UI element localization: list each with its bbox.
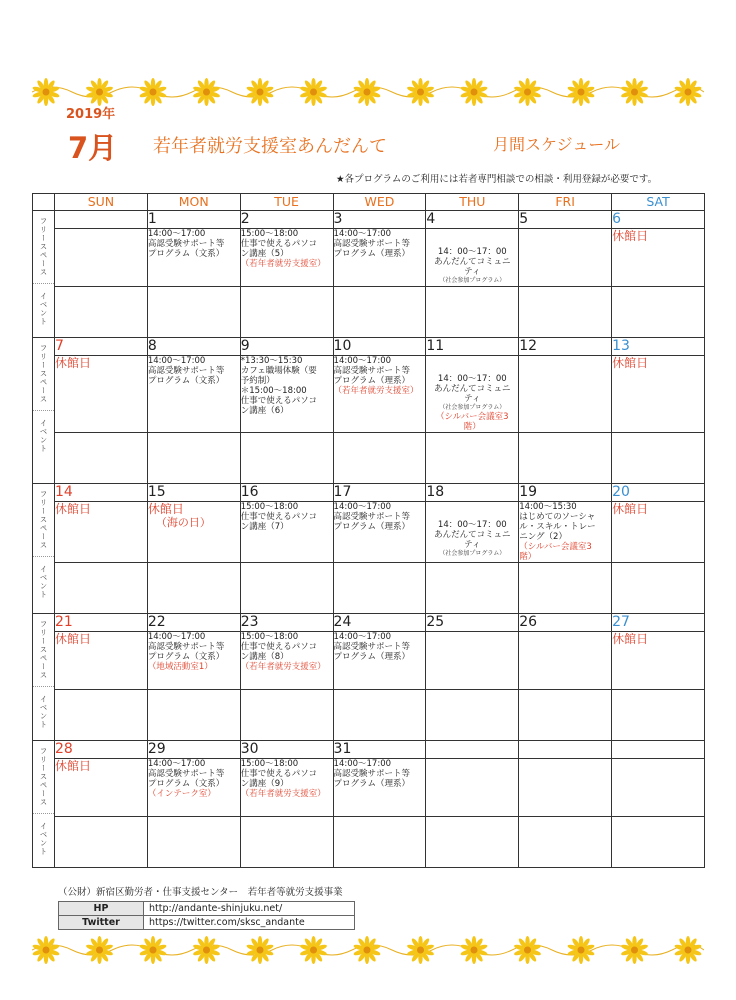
flower-icon: [353, 78, 381, 106]
flower-icon: [300, 78, 328, 106]
date-cell: 7: [55, 338, 148, 356]
free-space-cell: [612, 229, 705, 287]
event-label: イベント: [39, 419, 48, 453]
week-1-free-row: [33, 229, 705, 287]
year-label: 2019年: [66, 107, 116, 122]
event-cell: [240, 287, 333, 338]
free-space-cell: [519, 356, 612, 433]
date-cell: 24: [333, 614, 426, 632]
flower-icon: [193, 78, 221, 106]
event-cell: [240, 563, 333, 614]
event-cell: [333, 433, 426, 484]
event-cell: [147, 817, 240, 868]
date-cell: 16: [240, 484, 333, 502]
date-cell: 6: [612, 211, 705, 229]
date-cell: [612, 741, 705, 759]
free-space-cell: [426, 502, 519, 563]
event-cell: [519, 690, 612, 741]
flower-icon: [514, 78, 542, 106]
free-space-cell: [426, 229, 519, 287]
date-cell: 2: [240, 211, 333, 229]
closed-label: 休館日: [55, 632, 92, 646]
program-text: 14：00～17：00 あんだんてコミュニ ティ: [434, 374, 511, 404]
event-cell: [55, 287, 148, 338]
program-location: （若年者就労支援室）: [333, 386, 419, 396]
date-cell: [55, 211, 148, 229]
date-cell: 18: [426, 484, 519, 502]
program-location: （若年者就労支援室）: [240, 662, 326, 672]
week-3-event-row: [33, 563, 705, 614]
event-label: イベント: [39, 565, 48, 599]
program-location: （インテーク室）: [147, 789, 216, 799]
flower-icon: [139, 936, 167, 964]
program-location: （若年者就労支援室）: [240, 259, 326, 269]
event-cell: [333, 817, 426, 868]
flower-icon: [674, 78, 702, 106]
link-row-twitter: [59, 916, 355, 930]
date-cell: 19: [519, 484, 612, 502]
free-space-cell: [147, 356, 240, 433]
program-location: （若年者就労支援室）: [240, 789, 326, 799]
free-space-cell: [147, 759, 240, 817]
event-cell: [55, 433, 148, 484]
free-space-cell: [612, 502, 705, 563]
program-location: （シルバー会議室3 階）: [435, 412, 509, 432]
date-cell: [426, 741, 519, 759]
hp-label: HP: [59, 902, 144, 916]
weekday-header-tue: TUE: [240, 194, 333, 211]
top-flower-border: [32, 78, 704, 106]
free-space-cell: [519, 229, 612, 287]
event-cell: [240, 433, 333, 484]
week-1-event-row: [33, 287, 705, 338]
flower-icon: [460, 936, 488, 964]
event-cell: [426, 817, 519, 868]
program-text: 14：00～17：00 あんだんてコミュニ ティ: [434, 247, 511, 277]
event-cell: [55, 690, 148, 741]
weekday-header-sun: SUN: [55, 194, 148, 211]
links-table: [58, 901, 355, 930]
date-cell: 27: [612, 614, 705, 632]
date-cell: 25: [426, 614, 519, 632]
week-5-date-row: [33, 741, 705, 759]
flower-icon: [86, 936, 114, 964]
event-cell: [333, 690, 426, 741]
flower-icon: [300, 936, 328, 964]
week-2-free-row: [33, 356, 705, 433]
week-3-date-row: [33, 484, 705, 502]
flower-icon: [139, 78, 167, 106]
program-text: 14:00～17:00 高認受験サポート等 プログラム（理系）: [333, 502, 411, 532]
event-cell: [519, 287, 612, 338]
link-row-hp: [59, 902, 355, 916]
flower-icon: [621, 78, 649, 106]
date-cell: 21: [55, 614, 148, 632]
calendar-table: [32, 193, 705, 868]
week-1-date-row: [33, 211, 705, 229]
event-cell: [333, 287, 426, 338]
week-5-free-row: [33, 759, 705, 817]
flower-icon: [567, 936, 595, 964]
page-subtitle: 月間スケジュール: [493, 135, 621, 154]
free-space-cell: [519, 759, 612, 817]
date-cell: 11: [426, 338, 519, 356]
page-title: 若年者就労支援室あんだんて: [153, 136, 387, 157]
organization-name: （公財）新宿区勤労者・仕事支援センター 若年者等就労支援事業: [58, 887, 343, 898]
event-cell: [612, 563, 705, 614]
corner-cell: [33, 194, 55, 211]
weekday-header-thu: THU: [426, 194, 519, 211]
closed-label: 休館日: [612, 356, 649, 370]
twitter-label: Twitter: [59, 916, 144, 930]
free-space-cell: [333, 502, 426, 563]
date-cell: 4: [426, 211, 519, 229]
date-cell: [519, 741, 612, 759]
program-text: *13:30～15:30 カフェ職場体験（要 予約制） ＊15:00～18:00 仕事で使えるパソコ ン講座（6）: [240, 356, 318, 416]
free-space-cell: [333, 229, 426, 287]
free-space-cell: [519, 632, 612, 690]
closed-label: 休館日: [612, 229, 649, 243]
week-side-label: [33, 484, 55, 614]
flower-icon: [353, 936, 381, 964]
date-cell: 28: [55, 741, 148, 759]
flower-icon: [407, 78, 435, 106]
flower-icon: [407, 936, 435, 964]
free-space-cell: [612, 759, 705, 817]
date-cell: 10: [333, 338, 426, 356]
weekday-header-sat: SAT: [612, 194, 705, 211]
program-location: （地域活動室1）: [147, 662, 213, 672]
date-cell: 31: [333, 741, 426, 759]
flower-icon: [674, 936, 702, 964]
free-space-label: フリースペース: [39, 217, 48, 277]
weekday-header-fri: FRI: [519, 194, 612, 211]
free-space-cell: [240, 632, 333, 690]
event-cell: [333, 563, 426, 614]
free-space-cell: [426, 759, 519, 817]
free-space-cell: [55, 502, 148, 563]
event-cell: [240, 817, 333, 868]
free-space-cell: [519, 502, 612, 563]
event-label: イベント: [39, 695, 48, 729]
free-space-cell: [240, 356, 333, 433]
program-category: （社会参加プログラム）: [439, 404, 506, 411]
closed-label: 休館日: [55, 502, 92, 516]
free-space-cell: [612, 356, 705, 433]
twitter-url-link[interactable]: https://twitter.com/sksc_andante: [144, 916, 355, 930]
flower-icon: [32, 78, 60, 106]
flower-icon: [193, 936, 221, 964]
week-2-event-row: [33, 433, 705, 484]
event-cell: [519, 433, 612, 484]
event-cell: [612, 433, 705, 484]
date-cell: 5: [519, 211, 612, 229]
closed-label: 休館日: [147, 502, 184, 516]
date-cell: 1: [147, 211, 240, 229]
event-cell: [426, 563, 519, 614]
month-label: 7月: [68, 131, 118, 165]
program-text: 14:00～17:00 高認受験サポート等 プログラム（文系）: [147, 632, 225, 662]
free-space-cell: [612, 632, 705, 690]
date-cell: 15: [147, 484, 240, 502]
program-text: 15:00～18:00 仕事で使えるパソコ ン講座（7）: [240, 502, 318, 532]
free-space-cell: [147, 502, 240, 563]
free-space-cell: [426, 632, 519, 690]
hp-url-link[interactable]: http://andante-shinjuku.net/: [144, 902, 355, 916]
free-space-cell: [240, 502, 333, 563]
event-cell: [240, 690, 333, 741]
week-5-event-row: [33, 817, 705, 868]
flower-icon: [621, 936, 649, 964]
program-text: 15:00～18:00 仕事で使えるパソコ ン講座（9）: [240, 759, 318, 789]
date-cell: 22: [147, 614, 240, 632]
event-cell: [55, 563, 148, 614]
holiday-name: （海の日）: [155, 516, 211, 529]
weekday-header-wed: WED: [333, 194, 426, 211]
free-space-cell: [55, 632, 148, 690]
bottom-flower-border: [32, 936, 704, 964]
free-space-cell: [147, 632, 240, 690]
program-text: 14:00～17:00 高認受験サポート等 プログラム（理系）: [333, 356, 411, 386]
week-side-label: [33, 614, 55, 741]
event-cell: [519, 563, 612, 614]
event-cell: [55, 817, 148, 868]
free-space-cell: [333, 632, 426, 690]
free-space-cell: [147, 229, 240, 287]
free-space-cell: [55, 229, 148, 287]
program-text: 14:00～17:00 高認受験サポート等 プログラム（理系）: [333, 229, 411, 259]
program-text: 14:00～15:30 はじめてのソーシャ ル・スキル・トレー ニング（2）: [519, 502, 596, 542]
event-label: イベント: [39, 822, 48, 856]
program-text: 14:00～17:00 高認受験サポート等 プログラム（文系）: [147, 356, 225, 386]
week-4-free-row: [33, 632, 705, 690]
event-cell: [147, 563, 240, 614]
date-cell: 3: [333, 211, 426, 229]
free-space-cell: [55, 759, 148, 817]
week-4-event-row: [33, 690, 705, 741]
usage-notice: ★各プログラムのご利用には若者専門相談での相談・利用登録が必要です。: [336, 174, 658, 185]
week-3-free-row: [33, 502, 705, 563]
event-label: イベント: [39, 292, 48, 326]
date-cell: 23: [240, 614, 333, 632]
flower-icon: [246, 78, 274, 106]
program-text: 14:00～17:00 高認受験サポート等 プログラム（文系）: [147, 759, 225, 789]
flower-icon: [514, 936, 542, 964]
footer: [58, 884, 355, 930]
free-space-cell: [240, 229, 333, 287]
week-4-date-row: [33, 614, 705, 632]
event-cell: [147, 433, 240, 484]
event-cell: [612, 287, 705, 338]
free-space-label: フリースペース: [39, 747, 48, 807]
event-cell: [147, 690, 240, 741]
free-space-cell: [333, 356, 426, 433]
free-space-cell: [333, 759, 426, 817]
program-text: 14：00～17：00 あんだんてコミュニ ティ: [434, 520, 511, 550]
date-cell: 13: [612, 338, 705, 356]
free-space-cell: [240, 759, 333, 817]
date-cell: 12: [519, 338, 612, 356]
program-location: （シルバー会議室3 階）: [519, 542, 592, 562]
week-side-label: [33, 211, 55, 338]
event-cell: [612, 817, 705, 868]
flower-icon: [246, 936, 274, 964]
date-cell: 17: [333, 484, 426, 502]
program-text: 14:00～17:00 高認受験サポート等 プログラム（文系）: [147, 229, 225, 259]
free-space-label: フリースペース: [39, 490, 48, 550]
flower-icon: [460, 78, 488, 106]
flower-icon: [86, 78, 114, 106]
date-cell: 30: [240, 741, 333, 759]
date-cell: 26: [519, 614, 612, 632]
event-cell: [426, 690, 519, 741]
closed-label: 休館日: [612, 502, 649, 516]
date-cell: 8: [147, 338, 240, 356]
program-text: 14:00～17:00 高認受験サポート等 プログラム（理系）: [333, 632, 411, 662]
event-cell: [612, 690, 705, 741]
date-cell: 14: [55, 484, 148, 502]
date-cell: 9: [240, 338, 333, 356]
free-space-label: フリースペース: [39, 620, 48, 680]
event-cell: [519, 817, 612, 868]
weekday-header-row: [33, 194, 705, 211]
flower-icon: [567, 78, 595, 106]
event-cell: [426, 287, 519, 338]
week-2-date-row: [33, 338, 705, 356]
closed-label: 休館日: [612, 632, 649, 646]
weekday-header-mon: MON: [147, 194, 240, 211]
program-category: （社会参加プログラム）: [439, 277, 506, 284]
free-space-cell: [55, 356, 148, 433]
program-text: 15:00～18:00 仕事で使えるパソコ ン講座（8）: [240, 632, 318, 662]
flower-icon: [32, 936, 60, 964]
program-text: 15:00～18:00 仕事で使えるパソコ ン講座（5）: [240, 229, 318, 259]
event-cell: [147, 287, 240, 338]
program-category: （社会参加プログラム）: [439, 550, 506, 557]
free-space-label: フリースペース: [39, 344, 48, 404]
free-space-cell: [426, 356, 519, 433]
week-side-label: [33, 338, 55, 484]
date-cell: 29: [147, 741, 240, 759]
closed-label: 休館日: [55, 356, 92, 370]
date-cell: 20: [612, 484, 705, 502]
event-cell: [426, 433, 519, 484]
closed-label: 休館日: [55, 759, 92, 773]
week-side-label: [33, 741, 55, 868]
program-text: 14:00～17:00 高認受験サポート等 プログラム（理系）: [333, 759, 411, 789]
